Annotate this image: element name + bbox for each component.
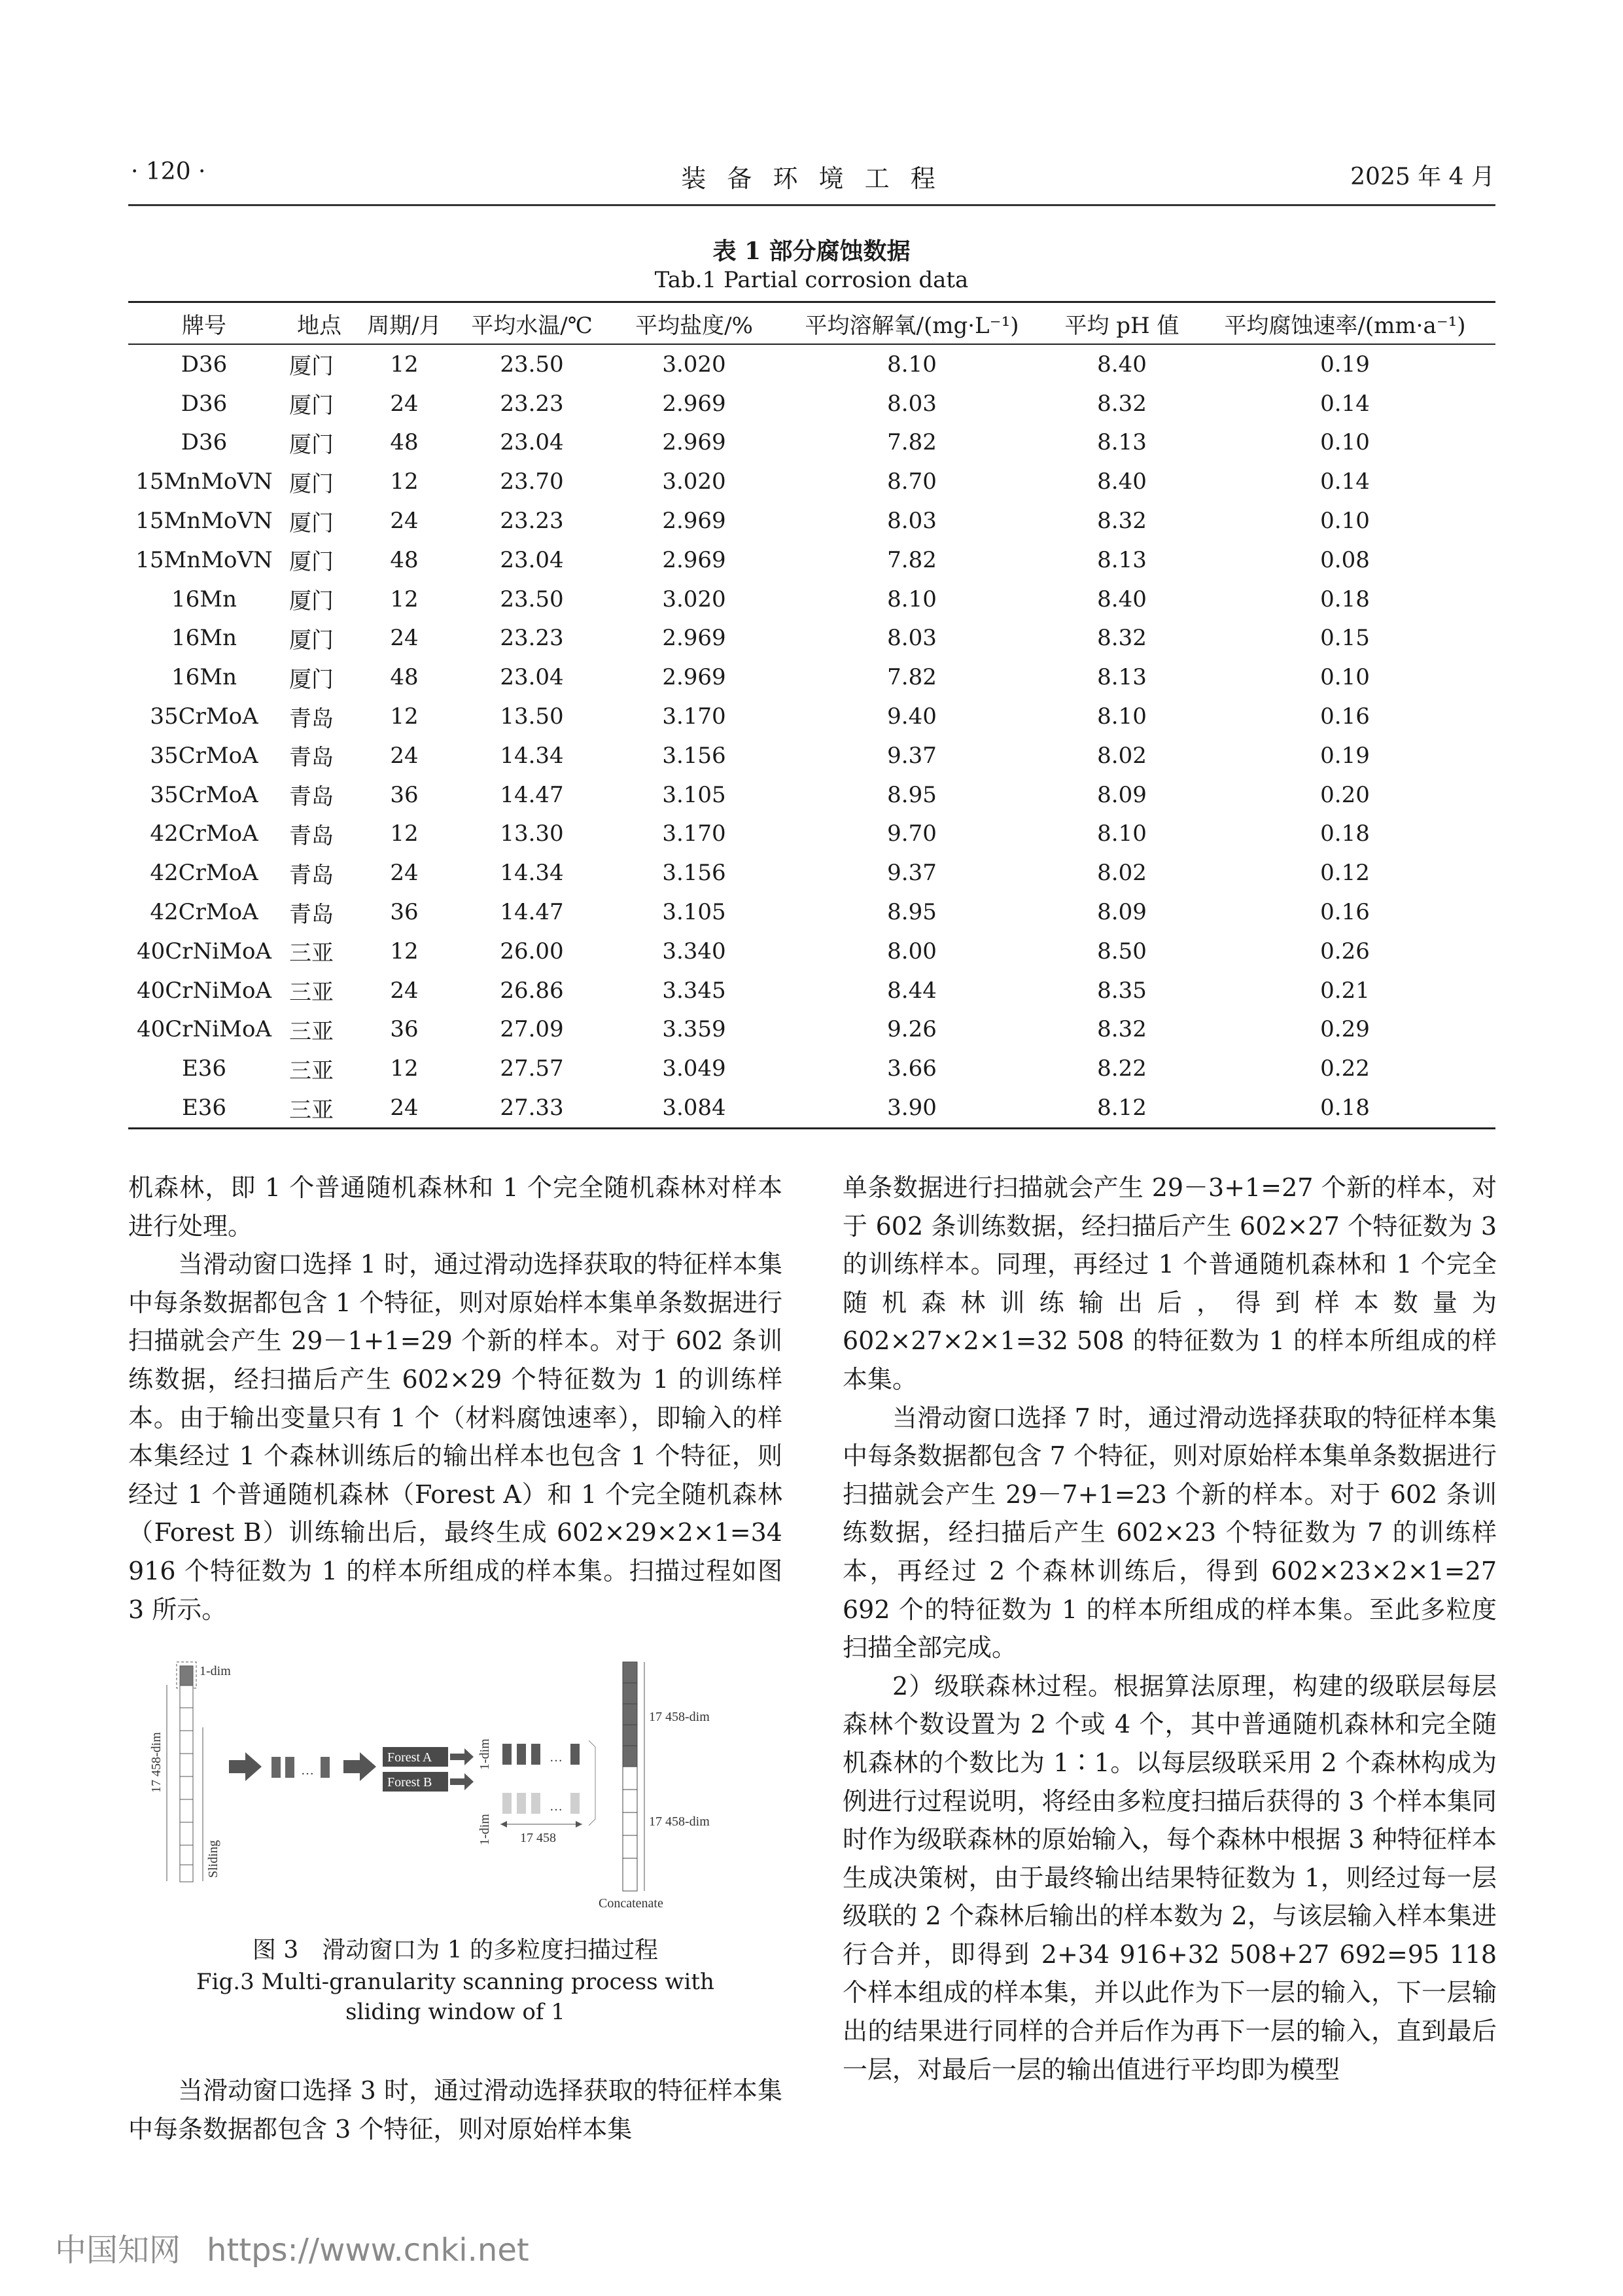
- table-cell: 9.26: [887, 1016, 937, 1043]
- paragraph: 当滑动窗口选择 7 时，通过滑动选择获取的特征样本集中每条数据都包含 7 个特征，则对原始样本集单条数据进行扫描就会产生 29－7+1=23 个新的样本。对于 602 条训练数据，经扫描后产生 602×23 个特征数为 7 的训练样本，再经过 2 个森林训练后，得到 602×23×2×1=27 692 个的特征数为 1 的样本所组成的样本集。至此多粒度扫描全部完成。: [843, 1403, 1497, 1663]
- table-cell: 厦门: [289, 393, 334, 419]
- column-header: 牌号: [182, 312, 226, 339]
- table-cell: 3.170: [662, 703, 726, 730]
- table-cell: 48: [390, 546, 419, 573]
- table-cell: 40CrNiMoA: [137, 938, 271, 964]
- concatenated-vector: [623, 1662, 637, 1891]
- table-cell: 9.70: [887, 821, 937, 847]
- paragraph: 机森林，即 1 个普通随机森林和 1 个完全随机森林对样本进行处理。: [128, 1173, 782, 1241]
- table-row: [128, 853, 1495, 892]
- table-cell: 青岛: [289, 901, 334, 928]
- table-cell: 12: [390, 1055, 419, 1082]
- table-cell: 23.23: [500, 508, 564, 535]
- table-cell: 0.18: [1320, 1095, 1370, 1122]
- table-row: [128, 971, 1495, 1010]
- table-cell: 3.66: [887, 1055, 937, 1082]
- forest-b-box: [383, 1772, 448, 1792]
- table-cell: 三亚: [289, 1018, 334, 1045]
- table-row: [128, 775, 1495, 815]
- table-cell: 13.50: [500, 703, 564, 730]
- label-concat-bottom-dim: 17 458-dim: [649, 1814, 710, 1829]
- table-cell: 27.09: [500, 1016, 564, 1043]
- table-cell: 24: [390, 625, 419, 652]
- table-cell: 8.95: [887, 899, 937, 926]
- table-cell: 2.969: [662, 429, 726, 456]
- table-cell: 36: [390, 899, 419, 926]
- table-cell: 8.02: [1097, 742, 1147, 769]
- table-row: [128, 501, 1495, 540]
- table-cell: 15MnMoVN: [135, 546, 273, 573]
- table-cell: 8.13: [1097, 546, 1147, 573]
- table-cell: 7.82: [887, 664, 937, 691]
- table-cell: 0.29: [1320, 1016, 1370, 1043]
- table-cell: 0.08: [1320, 546, 1370, 573]
- table-cell: 厦门: [289, 470, 334, 497]
- table-cell: 8.70: [887, 468, 937, 495]
- table-cell: 9.37: [887, 860, 937, 887]
- table-cell: 三亚: [289, 980, 334, 1006]
- table-cell: 24: [390, 390, 419, 417]
- table-cell: 0.14: [1320, 390, 1370, 417]
- table-cell: 27.33: [500, 1095, 564, 1122]
- table-row: [128, 344, 1495, 384]
- page-number: · 120 ·: [131, 158, 206, 185]
- table-cell: 8.44: [887, 977, 937, 1004]
- table-cell: 14.47: [500, 781, 564, 808]
- table-cell: 3.020: [662, 586, 726, 612]
- left-column-text: [128, 1169, 782, 1629]
- header-rule: [128, 204, 1495, 206]
- table-cell: 14.47: [500, 899, 564, 926]
- table-row: [128, 384, 1495, 423]
- table-cell: 0.19: [1320, 742, 1370, 769]
- table-cell: 23.04: [500, 429, 564, 456]
- table-cell: 13.30: [500, 821, 564, 847]
- table-cell: D36: [181, 390, 228, 417]
- table-cell: 8.03: [887, 390, 937, 417]
- table-cell: 3.049: [662, 1055, 726, 1082]
- table-cell: 23.04: [500, 546, 564, 573]
- label-output-a-dim: 1-dim: [478, 1739, 492, 1770]
- table-row: [128, 658, 1495, 697]
- table-row: [128, 423, 1495, 463]
- table-cell: 8.32: [1097, 1016, 1147, 1043]
- table-cell: 8.00: [887, 938, 937, 964]
- table-cell: 26.86: [500, 977, 564, 1004]
- table-cell: 48: [390, 664, 419, 691]
- table-row: [128, 697, 1495, 736]
- table-cell: 0.10: [1320, 664, 1370, 691]
- site-name: 中国知网: [55, 2232, 181, 2269]
- table-cell: 0.19: [1320, 351, 1370, 378]
- table-cell: 24: [390, 742, 419, 769]
- label-count: 17 458: [520, 1831, 556, 1845]
- table-cell: 0.12: [1320, 860, 1370, 887]
- table-title-cn: 表 1 部分腐蚀数据: [712, 238, 911, 265]
- figure-caption-cn: 图 3 滑动窗口为 1 的多粒度扫描过程: [252, 1937, 659, 1964]
- table-cell: 0.26: [1320, 938, 1370, 964]
- table-row: [128, 580, 1495, 619]
- table-cell: 12: [390, 703, 419, 730]
- table-cell: 27.57: [500, 1055, 564, 1082]
- paragraph: 当滑动窗口选择 3 时，通过滑动选择获取的特征样本集中每条数据都包含 3 个特征，则对原始样本集: [128, 2076, 782, 2144]
- left-column-text-bottom: [128, 2072, 782, 2148]
- table-cell: 0.22: [1320, 1055, 1370, 1082]
- table-cell: 40CrNiMoA: [137, 1016, 271, 1043]
- table-cell: 3.105: [662, 899, 726, 926]
- column-header: 平均腐蚀速率/(mm·a⁻¹): [1224, 312, 1466, 339]
- table-cell: 3.340: [662, 938, 726, 964]
- column-header: 平均水温/℃: [471, 312, 593, 339]
- site-watermark: [55, 2225, 529, 2270]
- table-cell: 36: [390, 781, 419, 808]
- label-input-dim: 17 458-dim: [149, 1732, 164, 1793]
- table-row: [128, 1010, 1495, 1050]
- table-cell: 42CrMoA: [150, 821, 258, 847]
- table-row: [128, 815, 1495, 854]
- table-cell: 青岛: [289, 784, 334, 811]
- table-cell: 9.40: [887, 703, 937, 730]
- table-cell: 26.00: [500, 938, 564, 964]
- table-cell: 青岛: [289, 745, 334, 771]
- figure-caption-en: [128, 1967, 782, 2027]
- table-cell: 8.03: [887, 625, 937, 652]
- table-cell: D36: [181, 429, 228, 456]
- table-cell: 7.82: [887, 429, 937, 456]
- site-url: https://www.cnki.net: [207, 2232, 529, 2269]
- table-row: [128, 619, 1495, 658]
- table-cell: 15MnMoVN: [135, 468, 273, 495]
- table-cell: 8.02: [1097, 860, 1147, 887]
- table-cell: 0.14: [1320, 468, 1370, 495]
- column-header: 地点: [297, 312, 341, 339]
- table-cell: 16Mn: [171, 586, 237, 612]
- forest-b-label: Forest B: [387, 1775, 432, 1790]
- table-row: [128, 540, 1495, 580]
- table-cell: 8.40: [1097, 351, 1147, 378]
- table-cell: 3.105: [662, 781, 726, 808]
- table-cell: 3.020: [662, 351, 726, 378]
- output-blocks-b: [502, 1793, 580, 1814]
- table-cell: 23.04: [500, 664, 564, 691]
- table-cell: 0.20: [1320, 781, 1370, 808]
- table-row: [128, 1049, 1495, 1088]
- table-cell: 7.82: [887, 546, 937, 573]
- figure-caption-en-line: sliding window of 1: [345, 1999, 565, 2025]
- table-cell: 0.16: [1320, 703, 1370, 730]
- table-row: [128, 462, 1495, 501]
- table-cell: E36: [181, 1055, 227, 1082]
- table-cell: E36: [181, 1095, 227, 1122]
- table-cell: 24: [390, 1095, 419, 1122]
- table-cell: 8.50: [1097, 938, 1147, 964]
- table-cell: 23.50: [500, 586, 564, 612]
- input-feature-column: [177, 1662, 196, 1882]
- arrow-icon: [450, 1748, 474, 1765]
- ellipsis: …: [301, 1763, 314, 1778]
- table-cell: 8.32: [1097, 390, 1147, 417]
- table-cell: 2.969: [662, 508, 726, 535]
- table-cell: 8.10: [1097, 821, 1147, 847]
- table-cell: 35CrMoA: [150, 703, 258, 730]
- paragraph: 当滑动窗口选择 1 时，通过滑动选择获取的特征样本集中每条数据都包含 1 个特征，则对原始样本集单条数据进行扫描就会产生 29－1+1=29 个新的样本。对于 602 条训练数据，经扫描后产生 602×29 个特征数为 1 的训练样本。由于输出变量只有 1 个（材料腐蚀速率），即输入的样本集经过 1 个森林训练后的输出样本也包含 1 个特征，则经过 1 个普通随机森林（Forest A）和 1 个完全随机森林（Forest B）训练输出后，最终生成 602×29×2×1=34 916 个特征数为 1 的样本所组成的样本集。扫描过程如图 3 所示。: [128, 1250, 782, 1624]
- label-output-b-dim: 1-dim: [478, 1814, 492, 1845]
- table-cell: 23.50: [500, 351, 564, 378]
- table-row: [128, 736, 1495, 775]
- table-cell: 0.10: [1320, 508, 1370, 535]
- table-cell: 12: [390, 468, 419, 495]
- table-cell: 三亚: [289, 940, 334, 967]
- table-cell: 0.18: [1320, 821, 1370, 847]
- table-cell: 厦门: [289, 627, 334, 654]
- table-cell: 8.09: [1097, 899, 1147, 926]
- corrosion-data-table: [128, 301, 1495, 1129]
- label-concatenate: Concatenate: [599, 1896, 663, 1911]
- table-cell: 48: [390, 429, 419, 456]
- table-cell: 12: [390, 586, 419, 612]
- output-blocks-a: [502, 1744, 580, 1765]
- table-cell: 8.09: [1097, 781, 1147, 808]
- table-cell: 青岛: [289, 822, 334, 849]
- right-column-text: [843, 1169, 1497, 2089]
- table-cell: 42CrMoA: [150, 899, 258, 926]
- table-cell: 3.345: [662, 977, 726, 1004]
- table-cell: 3.90: [887, 1095, 937, 1122]
- column-header: 平均溶解氧/(mg·L⁻¹): [805, 312, 1019, 339]
- table-cell: 0.18: [1320, 586, 1370, 612]
- table-cell: 23.23: [500, 625, 564, 652]
- label-window-dim: 1-dim: [200, 1664, 231, 1678]
- table-cell: 3.170: [662, 821, 726, 847]
- table-cell: 8.12: [1097, 1095, 1147, 1122]
- table-cell: 厦门: [289, 666, 334, 693]
- table-cell: 14.34: [500, 742, 564, 769]
- table-cell: 14.34: [500, 860, 564, 887]
- table-cell: 23.70: [500, 468, 564, 495]
- column-header: 平均盐度/%: [635, 312, 753, 339]
- table-cell: 8.13: [1097, 664, 1147, 691]
- forest-a-box: [383, 1747, 448, 1767]
- table-cell: 24: [390, 977, 419, 1004]
- table-cell: 2.969: [662, 625, 726, 652]
- issue-date: 2025 年 4 月: [1350, 164, 1495, 190]
- table-cell: 12: [390, 821, 419, 847]
- table-cell: 8.13: [1097, 429, 1147, 456]
- table-cell: 12: [390, 351, 419, 378]
- table-cell: 3.156: [662, 860, 726, 887]
- table-cell: 2.969: [662, 390, 726, 417]
- table-cell: 2.969: [662, 546, 726, 573]
- column-header: 周期/月: [367, 312, 442, 339]
- table-cell: 3.156: [662, 742, 726, 769]
- arrow-icon: [343, 1752, 376, 1781]
- table-cell: 8.32: [1097, 625, 1147, 652]
- table-cell: 15MnMoVN: [135, 508, 273, 535]
- table-cell: 0.16: [1320, 899, 1370, 926]
- table-row: [128, 892, 1495, 932]
- table-cell: 9.37: [887, 742, 937, 769]
- table-cell: 厦门: [289, 510, 334, 537]
- journal-title: 装 备 环 境 工 程: [681, 164, 942, 193]
- table-cell: 厦门: [289, 549, 334, 576]
- table-cell: 青岛: [289, 862, 334, 889]
- table-cell: 42CrMoA: [150, 860, 258, 887]
- table-cell: 青岛: [289, 705, 334, 732]
- table-cell: 三亚: [289, 1097, 334, 1123]
- table-cell: 8.40: [1097, 468, 1147, 495]
- table-cell: 40CrNiMoA: [137, 977, 271, 1004]
- figure-caption-en-line: Fig.3 Multi-granularity scanning process with: [196, 1969, 714, 1995]
- table-cell: 8.35: [1097, 977, 1147, 1004]
- table-cell: 厦门: [289, 431, 334, 458]
- table-cell: 8.95: [887, 781, 937, 808]
- table-cell: 23.23: [500, 390, 564, 417]
- paragraph: 2）级联森林过程。根据算法原理，构建的级联层每层森林个数设置为 2 个或 4 个，其中普通随机森林和完全随机森林的个数比为 1∶1。以每层级联采用 2 个森林构成为例进行过程说明，将经由多粒度扫描后获得的 3 个样本集同时作为级联森林的原始输入，每个森林中根据 3 种特征样本生成决策树，由于最终输出结果特征数为 1，则经过每一层级联的 2 个森林后输出的样本数为 2，与该层输入样本集进行合并，即得到 2+34 916+32 508+27 692=95 118 个样本组成的样本集，并以此作为下一层的输入，下一层输出的结果进行同样的合并后作为再下一层的输入，直到最后一层，对最后一层的输出值进行平均即为模型: [843, 1671, 1497, 2084]
- table-cell: 2.969: [662, 664, 726, 691]
- table-cell: 0.15: [1320, 625, 1370, 652]
- column-header: 平均 pH 值: [1064, 312, 1179, 339]
- table-title-en: Tab.1 Partial corrosion data: [654, 267, 969, 293]
- table-cell: 厦门: [289, 588, 334, 615]
- table-row: [128, 932, 1495, 971]
- table-cell: D36: [181, 351, 228, 378]
- ellipsis: …: [550, 1750, 563, 1765]
- table-cell: 8.10: [1097, 703, 1147, 730]
- arrow-icon: [229, 1752, 262, 1781]
- table-cell: 8.03: [887, 508, 937, 535]
- table-cell: 16Mn: [171, 625, 237, 652]
- table-cell: 12: [390, 938, 419, 964]
- table-cell: 8.10: [887, 351, 937, 378]
- table-cell: 0.21: [1320, 977, 1370, 1004]
- table-cell: 8.22: [1097, 1055, 1147, 1082]
- table-cell: 8.32: [1097, 508, 1147, 535]
- table-cell: 3.359: [662, 1016, 726, 1043]
- table-cell: 3.084: [662, 1095, 726, 1122]
- table-cell: 0.10: [1320, 429, 1370, 456]
- table-row: [128, 1088, 1495, 1128]
- label-concat-top-dim: 17 458-dim: [649, 1710, 710, 1724]
- paragraph: 单条数据进行扫描就会产生 29－3+1=27 个新的样本，对于 602 条训练数据，经扫描后产生 602×27 个特征数为 3 的训练样本。同理，再经过 1 个普通随机森林和 1 个完全随机森林训练输出后，得到样本数量为 602×27×2×1=32 508 的特征数为 1 的样本所组成的样本集。: [843, 1173, 1497, 1394]
- table-cell: 三亚: [289, 1057, 334, 1084]
- table-cell: 16Mn: [171, 664, 237, 691]
- table-header-row: [128, 302, 1495, 345]
- table-cell: 8.10: [887, 586, 937, 612]
- ellipsis: …: [550, 1799, 563, 1814]
- figure-3-diagram: [131, 1655, 759, 1911]
- table-cell: 35CrMoA: [150, 742, 258, 769]
- table-cell: 24: [390, 860, 419, 887]
- forest-a-label: Forest A: [387, 1750, 432, 1765]
- table-cell: 24: [390, 508, 419, 535]
- label-sliding: Sliding: [206, 1840, 220, 1878]
- arrow-icon: [450, 1773, 474, 1790]
- table-cell: 36: [390, 1016, 419, 1043]
- table-cell: 8.40: [1097, 586, 1147, 612]
- scanned-feature-blocks: [271, 1757, 330, 1778]
- table-cell: 35CrMoA: [150, 781, 258, 808]
- table-cell: 3.020: [662, 468, 726, 495]
- table-cell: 厦门: [289, 353, 334, 380]
